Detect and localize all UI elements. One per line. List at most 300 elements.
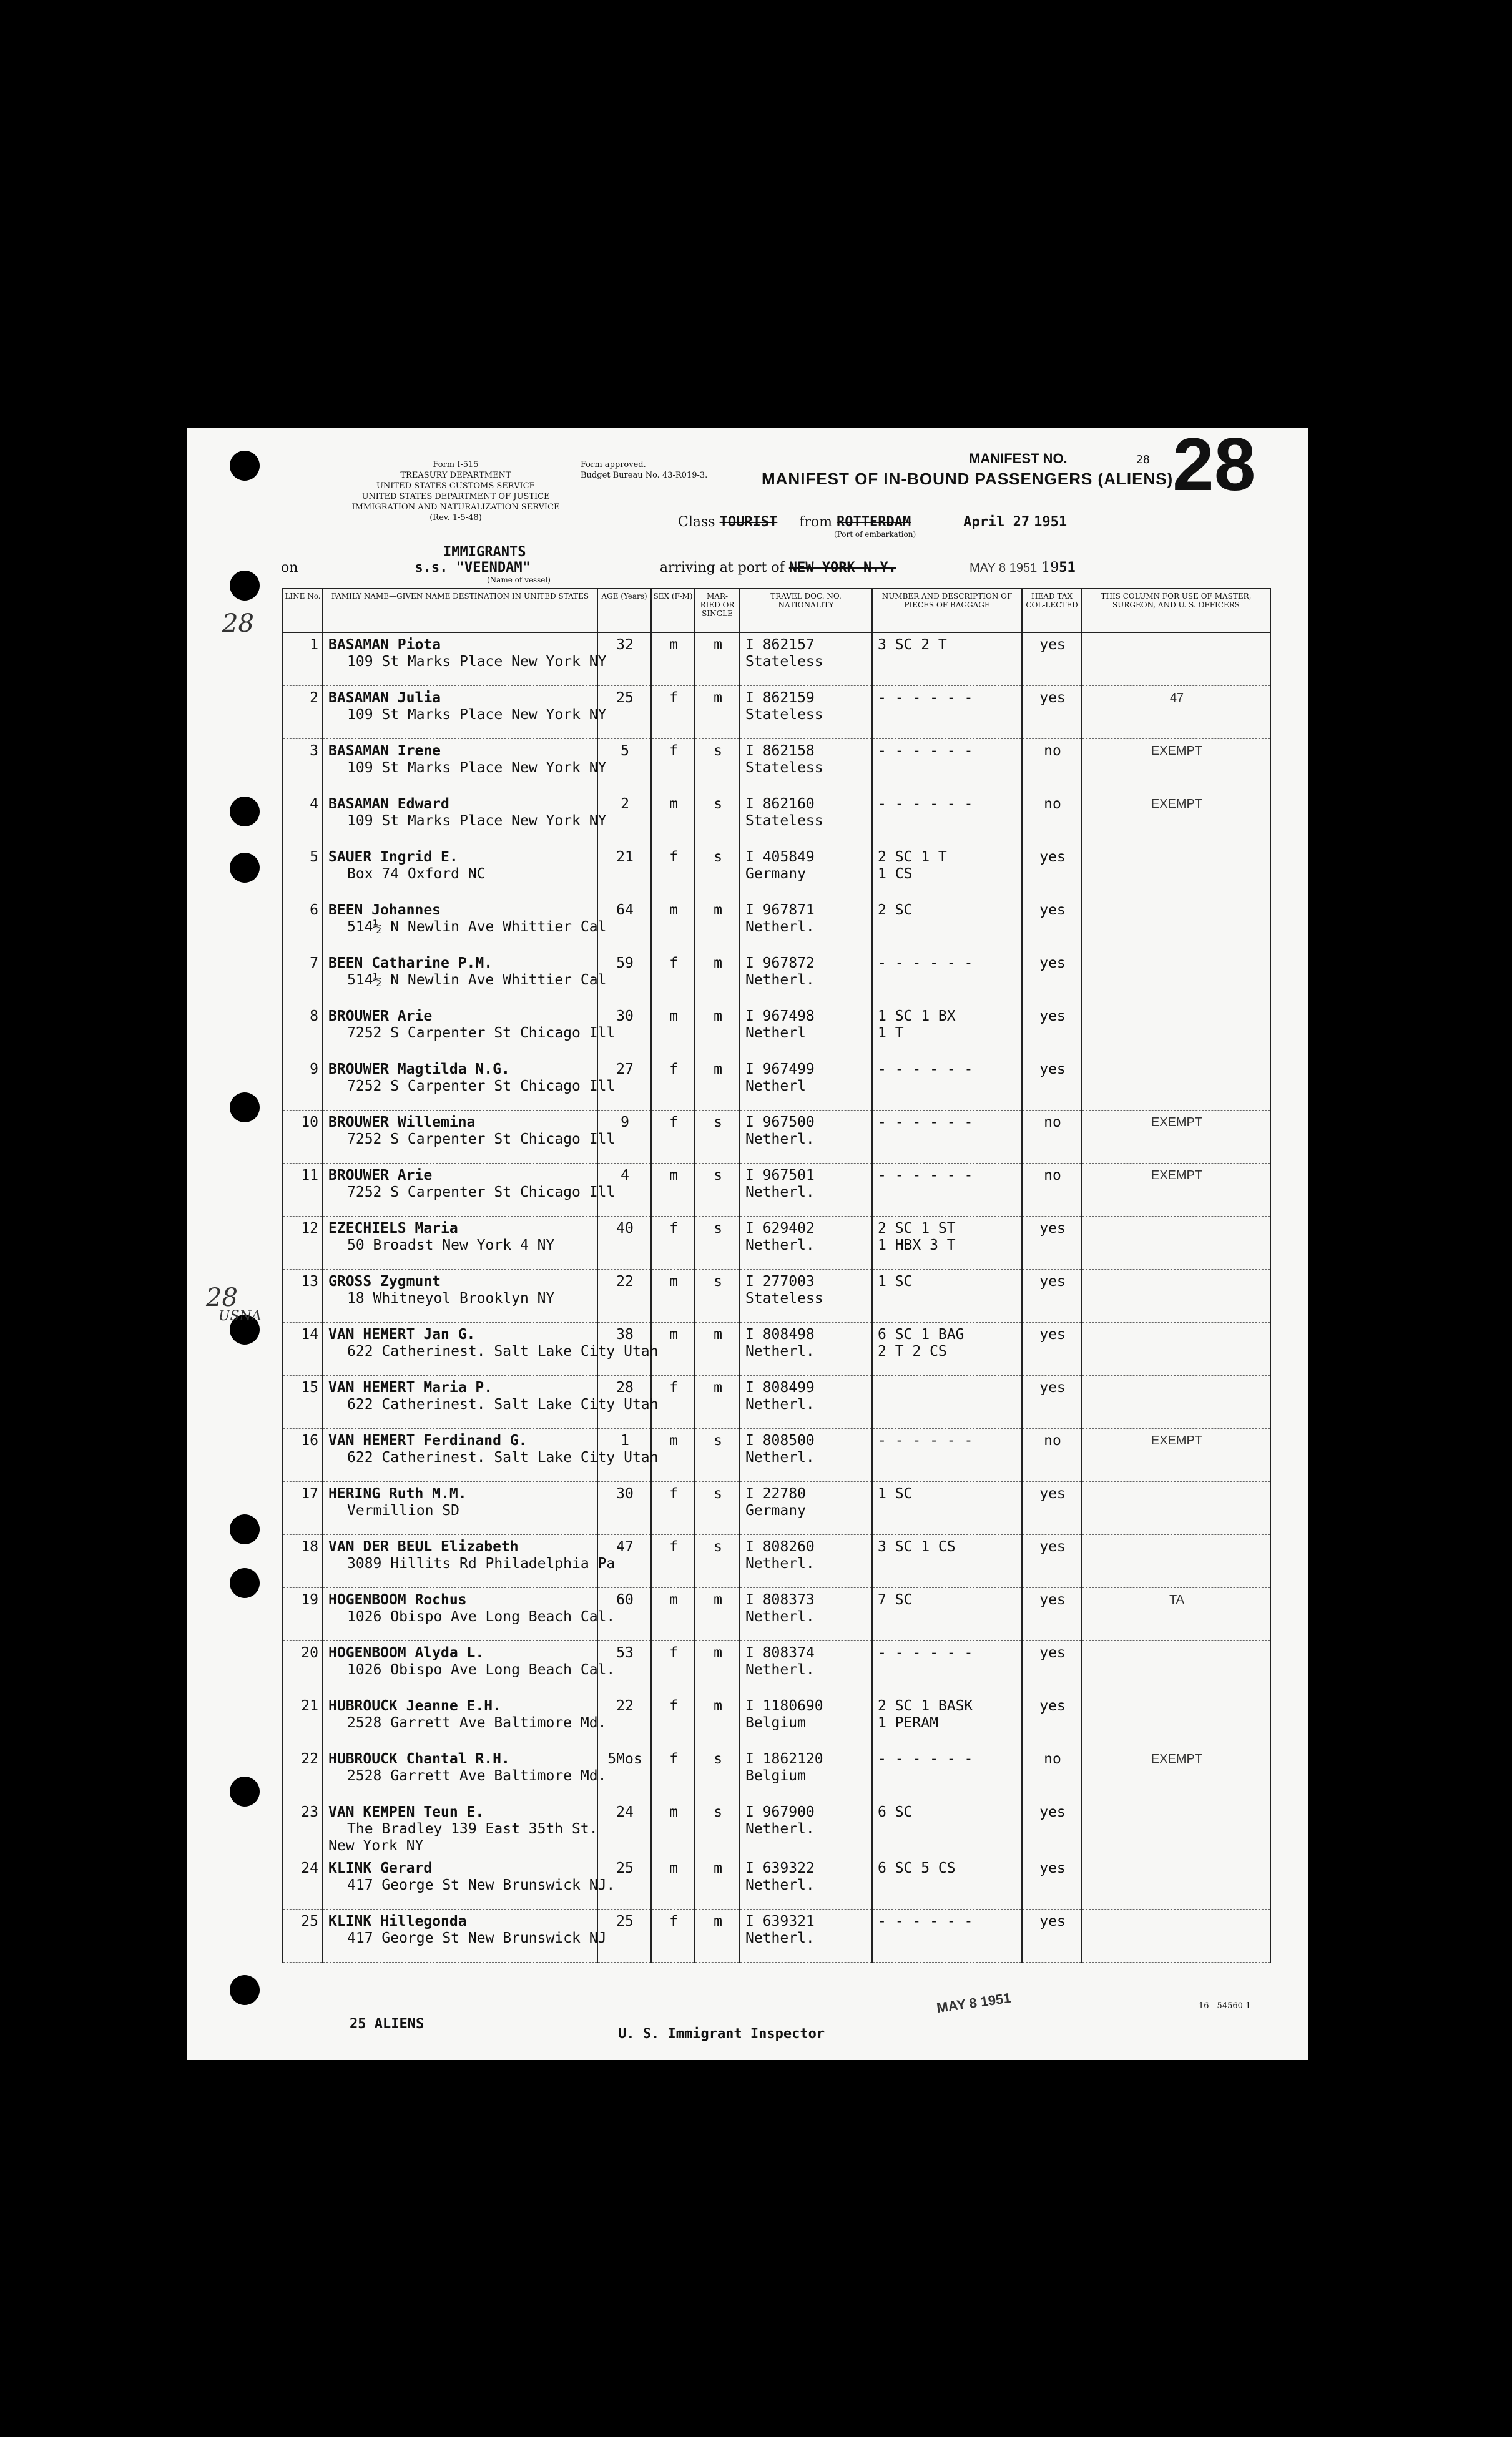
head-tax-cell [1022,1588,1082,1641]
age: 40 [616,1220,634,1237]
line-number-cell [283,1429,323,1482]
baggage: - - - - - - [878,955,973,971]
nationality: Netherl. [745,1930,815,1946]
officer-note-cell [1082,1217,1270,1270]
nationality: Netherl. [745,1396,815,1413]
marital-cell [695,1323,740,1376]
marital-cell [695,951,740,1004]
table-row [283,1376,1270,1429]
sex-cell [651,1588,695,1641]
marital-status: m [714,902,722,918]
document-cell [740,898,872,951]
table-row [283,898,1270,951]
officer-note-cell [1082,1694,1270,1747]
marital-cell [695,845,740,898]
vessel-line [281,544,1255,584]
baggage-line2: 1 CS [878,866,913,882]
form-approval-block [581,459,707,481]
marital-status: s [714,849,722,865]
table-row [283,1856,1270,1910]
name-cell [323,1057,616,1111]
nationality: Germany [745,866,806,882]
line-number-cell [283,1694,323,1747]
name-cell [323,1111,616,1164]
form-line: IMMIGRATION AND NATURALIZATION SERVICE [351,503,560,512]
table-row [283,1057,1270,1111]
line-number-cell [283,845,323,898]
line-number-cell [283,686,323,739]
marital-status: s [714,1114,722,1130]
marital-cell [695,1057,740,1111]
marital-cell [695,739,740,792]
arrival-stamp: MAY 8 1951 [969,561,1038,575]
table-row [283,1800,1270,1856]
head-tax-cell [1022,1856,1082,1910]
baggage-cell [872,1323,1022,1376]
vessel-name: s.s. "VEENDAM" [415,560,531,576]
name-cell [323,739,607,792]
nationality: Netherl. [745,919,815,935]
travel-doc: I 862157 [745,637,815,653]
nationality: Belgium [745,1768,806,1784]
line-number-cell [283,1588,323,1641]
head-tax: yes [1039,1539,1066,1555]
travel-doc: I 1180690 [745,1698,823,1714]
officer-note-cell [1082,1856,1270,1910]
table-row [283,1641,1270,1694]
table-row [283,1694,1270,1747]
manifest-number-stamp: 28 [1172,423,1256,506]
passenger-name: HOGENBOOM Alyda L. [328,1645,484,1661]
line-number: 12 [301,1220,318,1237]
baggage: 1 SC 1 BX [878,1008,956,1024]
destination: 7252 S Carpenter St Chicago Ill [347,1025,616,1041]
nationality: Netherl. [745,1609,815,1625]
age: 60 [616,1592,634,1608]
passenger-name: BROUWER Magtilda N.G. [328,1061,510,1077]
baggage: - - - - - - [878,1913,973,1929]
class-line [678,514,1067,539]
head-tax: yes [1039,1008,1066,1024]
age: 32 [616,637,634,653]
sex-cell [651,1057,695,1111]
sex-cell [651,686,695,739]
from-label: from [799,514,833,530]
marital-cell [695,1217,740,1270]
destination: 18 Whitneyol Brooklyn NY [347,1290,555,1307]
officer-note: EXEMPT [1151,1434,1203,1448]
sex: f [669,1645,678,1661]
passenger-name: VAN HEMERT Jan G. [328,1326,476,1343]
name-cell [323,1270,597,1323]
sex: f [669,955,678,971]
sex-cell [651,1111,695,1164]
head-tax-cell [1022,1057,1082,1111]
table-row [283,792,1270,845]
baggage: 3 SC 2 T [878,637,947,653]
marital-cell [695,1004,740,1057]
age: 21 [616,849,634,865]
passenger-name: BASAMAN Irene [328,743,441,759]
baggage-cell [872,951,1022,1004]
travel-doc: I 808260 [745,1539,815,1555]
name-cell [323,1482,597,1535]
column-header: FAMILY NAME—GIVEN NAME DESTINATION IN UNITED STATES [323,589,597,632]
sex: f [669,1220,678,1237]
name-cell [323,845,597,898]
arrival-year-prefix: 19 [1041,560,1059,576]
officer-note: EXEMPT [1151,1169,1203,1182]
arrival-year: 51 [1059,560,1076,576]
age: 1 [621,1433,629,1449]
age: 25 [616,1860,634,1876]
marital-cell [695,1694,740,1747]
passenger-name: HERING Ruth M.M. [328,1486,467,1502]
officer-note-cell [1082,792,1270,845]
age-cell [597,1270,651,1323]
document-cell [740,1535,872,1588]
sex: f [669,1380,678,1396]
nationality: Stateless [745,707,823,723]
sex: f [669,1698,678,1714]
head-tax-cell [1022,1910,1082,1963]
baggage: 6 SC 1 BAG [878,1326,965,1343]
table-header-row [283,589,1270,632]
sex-cell [651,1800,695,1856]
name-cell [323,1535,616,1588]
officer-note-cell [1082,1910,1270,1963]
marital-cell [695,1588,740,1641]
age-cell [597,1482,651,1535]
head-tax-cell [1022,1270,1082,1323]
head-tax-cell [1022,1747,1082,1800]
line-number-cell [283,1270,323,1323]
marital-cell [695,1641,740,1694]
marital-cell [695,1429,740,1482]
travel-doc: I 967498 [745,1008,815,1024]
head-tax: yes [1039,1380,1066,1396]
travel-doc: I 405849 [745,849,815,865]
baggage-cell [872,1535,1022,1588]
age-cell [597,1800,651,1856]
officer-note-cell [1082,898,1270,951]
manifest-no-label: MANIFEST NO. [969,451,1068,466]
marital-cell [695,1111,740,1164]
baggage-cell [872,1641,1022,1694]
document-cell [740,951,872,1004]
passenger-name: BROUWER Arie [328,1167,433,1184]
destination: 622 Catherinest. Salt Lake City Utah [347,1396,659,1413]
nationality: Netherl [745,1025,806,1041]
table-row [283,951,1270,1004]
baggage: - - - - - - [878,1433,973,1449]
column-header: SEX (F-M) [651,589,695,632]
form-line: Form I-515 [433,460,479,469]
line-number: 20 [301,1645,318,1661]
marital-cell [695,1482,740,1535]
table-row [283,1588,1270,1641]
baggage-cell [872,1217,1022,1270]
table-row [283,1482,1270,1535]
punch-hole [230,797,260,826]
sex-cell [651,951,695,1004]
baggage-cell [872,1800,1022,1856]
sex: f [669,1114,678,1130]
sex: m [669,637,678,653]
document-cell [740,1694,872,1747]
punch-hole [230,1514,260,1544]
marital-status: m [714,1698,722,1714]
line-number-cell [283,1376,323,1429]
passenger-name: BEEN Catharine P.M. [328,955,493,971]
baggage-cell [872,1057,1022,1111]
age: 64 [616,902,634,918]
line-number-cell [283,1482,323,1535]
line-number: 13 [301,1273,318,1290]
document-cell [740,1111,872,1164]
sex: f [669,690,678,706]
marital-cell [695,792,740,845]
column-header: NUMBER AND DESCRIPTION OF PIECES OF BAGGAGE [872,589,1022,632]
officer-note: EXEMPT [1151,744,1203,758]
line-number: 3 [310,743,318,759]
line-number-cell [283,632,323,686]
head-tax-cell [1022,792,1082,845]
sex: f [669,1486,678,1502]
name-cell [323,898,607,951]
marital-status: m [714,1645,722,1661]
officer-note-cell [1082,1535,1270,1588]
sex-cell [651,845,695,898]
sex-cell [651,792,695,845]
head-tax: yes [1039,1860,1066,1876]
sex: m [669,1167,678,1184]
head-tax: no [1044,1751,1061,1767]
destination: Box 74 Oxford NC [347,866,486,882]
baggage-cell [872,1482,1022,1535]
form-code: 16—54560-1 [1199,2001,1251,2011]
document-cell [740,1270,872,1323]
line-number-cell [283,1747,323,1800]
age: 30 [616,1486,634,1502]
destination-line2: New York NY [328,1838,424,1854]
name-cell [323,1641,616,1694]
passenger-name: VAN KEMPEN Teun E. [328,1804,484,1820]
baggage-cell [872,632,1022,686]
line-number: 1 [310,637,318,653]
travel-doc: I 967900 [745,1804,815,1820]
destination: 514½ N Newlin Ave Whittier Cal [347,972,607,988]
column-header: HEAD TAX COL-LECTED [1022,589,1082,632]
nationality: Stateless [745,760,823,776]
sex-cell [651,1004,695,1057]
sex-cell [651,1164,695,1217]
destination: 7252 S Carpenter St Chicago Ill [347,1078,616,1094]
line-number: 24 [301,1860,318,1876]
table-row [283,1004,1270,1057]
baggage: 1 SC [878,1273,913,1290]
passenger-name: VAN HEMERT Maria P. [328,1380,493,1396]
sex: m [669,1326,678,1343]
baggage: 2 SC [878,902,913,918]
officer-note-cell [1082,1482,1270,1535]
document-cell [740,1910,872,1963]
sex: m [669,1433,678,1449]
name-cell [323,1004,616,1057]
table-row [283,686,1270,739]
nationality: Netherl. [745,1184,815,1200]
document-cell [740,1057,872,1111]
nationality: Netherl. [745,1877,815,1893]
name-cell [323,1747,607,1800]
sex-cell [651,1641,695,1694]
head-tax: yes [1039,955,1066,971]
passenger-name: BROUWER Arie [328,1008,433,1024]
marital-status: s [714,1751,722,1767]
head-tax: yes [1039,690,1066,706]
document-cell [740,1856,872,1910]
officer-note-cell [1082,1429,1270,1482]
baggage: - - - - - - [878,1061,973,1077]
destination: Vermillion SD [347,1503,460,1519]
age: 28 [616,1380,634,1396]
head-tax: yes [1039,1220,1066,1237]
document-cell [740,1747,872,1800]
name-cell [323,1910,607,1963]
baggage: 7 SC [878,1592,913,1608]
officer-note-cell [1082,1323,1270,1376]
destination: 1026 Obispo Ave Long Beach Cal. [347,1662,616,1678]
document-cell [740,1588,872,1641]
sex: m [669,1804,678,1820]
destination: 3089 Hillits Rd Philadelphia Pa [347,1556,616,1572]
on-label: on [281,560,298,576]
name-cell [323,1588,616,1641]
travel-doc: I 22780 [745,1486,806,1502]
head-tax: yes [1039,1913,1066,1929]
line-number: 7 [310,955,318,971]
marital-cell [695,1376,740,1429]
officer-note-cell [1082,951,1270,1004]
port-caption: (Port of embarkation) [834,530,916,539]
column-header: AGE (Years) [597,589,651,632]
marital-status: m [714,1913,722,1929]
sex-cell [651,1482,695,1535]
officer-note-cell [1082,1747,1270,1800]
head-tax: yes [1039,1061,1066,1077]
sex-cell [651,1694,695,1747]
baggage: 2 SC 1 BASK [878,1698,973,1714]
form-line: TREASURY DEPARTMENT [400,471,511,480]
approval-line: Form approved. [581,460,646,469]
line-number: 21 [301,1698,318,1714]
baggage-line2: 1 PERAM [878,1715,938,1731]
arrival-port: NEW YORK N.Y. [788,560,896,576]
sex: f [669,743,678,759]
age: 5Mos [607,1751,642,1767]
punch-hole [230,571,260,601]
marital-cell [695,1535,740,1588]
line-number-cell [283,792,323,845]
destination: 7252 S Carpenter St Chicago Ill [347,1184,616,1200]
travel-doc: I 808499 [745,1380,815,1396]
marital-cell [695,1910,740,1963]
line-number-cell [283,1217,323,1270]
travel-doc: I 639321 [745,1913,815,1929]
name-cell [323,1429,659,1482]
baggage-cell [872,1856,1022,1910]
baggage: 3 SC 1 CS [878,1539,956,1555]
baggage: 6 SC 5 CS [878,1860,956,1876]
line-number: 8 [310,1008,318,1024]
baggage: - - - - - - [878,796,973,812]
head-tax: yes [1039,902,1066,918]
name-cell [323,1164,616,1217]
line-number: 2 [310,690,318,706]
marital-status: s [714,1539,722,1555]
marital-status: s [714,1486,722,1502]
travel-doc: I 967499 [745,1061,815,1077]
baggage: - - - - - - [878,743,973,759]
line-number: 11 [301,1167,318,1184]
passenger-name: BASAMAN Edward [328,796,449,812]
punch-hole [230,451,260,481]
head-tax-cell [1022,1004,1082,1057]
baggage-cell [872,739,1022,792]
officer-note: 47 [1169,691,1184,705]
class-value: TOURIST [719,514,778,530]
marital-status: s [714,1220,722,1237]
baggage: - - - - - - [878,1751,973,1767]
punch-hole [230,1568,260,1598]
nationality: Netherl. [745,1821,815,1837]
sex-cell [651,1535,695,1588]
document-cell [740,792,872,845]
line-number-cell [283,1856,323,1910]
head-tax-cell [1022,951,1082,1004]
nationality: Netherl. [745,1662,815,1678]
head-tax: no [1044,1433,1061,1449]
officer-note-cell [1082,632,1270,686]
table-row [283,1111,1270,1164]
marital-cell [695,1856,740,1910]
baggage-line2: 2 T 2 CS [878,1343,947,1360]
document-cell [740,1482,872,1535]
line-number: 17 [301,1486,318,1502]
from-value: ROTTERDAM [837,514,911,530]
inspector-label: U. S. Immigrant Inspector [618,2026,825,2042]
age: 47 [616,1539,634,1555]
sex-cell [651,898,695,951]
nationality: Germany [745,1503,806,1519]
margin-mark: 28 [206,1283,238,1312]
head-tax-cell [1022,845,1082,898]
sex-cell [651,1910,695,1963]
officer-note-cell [1082,739,1270,792]
sex-cell [651,739,695,792]
officer-note-cell [1082,845,1270,898]
age-cell [597,845,651,898]
line-number: 18 [301,1539,318,1555]
officer-note-cell [1082,1376,1270,1429]
officer-note-cell [1082,686,1270,739]
officer-note-cell [1082,1641,1270,1694]
head-tax: no [1044,1167,1061,1184]
destination: 7252 S Carpenter St Chicago Ill [347,1131,616,1147]
baggage: - - - - - - [878,1167,973,1184]
line-number: 4 [310,796,318,812]
head-tax-cell [1022,1800,1082,1856]
